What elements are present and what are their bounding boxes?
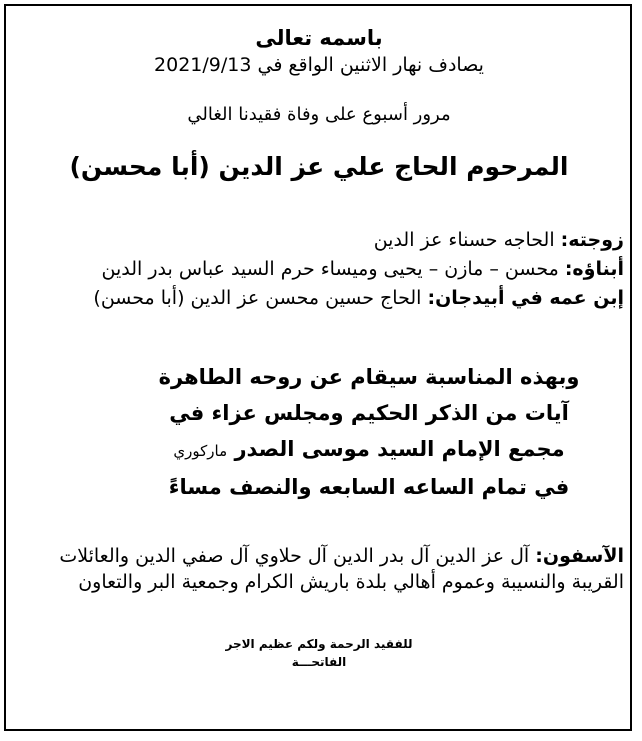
wife-value: الحاجه حسناء عز الدين xyxy=(373,229,555,251)
sons-value: محسن – مازن – يحيى وميساء حرم السيد عباس بدر الدين xyxy=(101,258,559,280)
relatives-section xyxy=(14,226,624,313)
closing-line-2: الفاتحـــة xyxy=(291,655,347,669)
bismi-heading: باسمه تعالى xyxy=(255,26,383,50)
announcement-line-3 xyxy=(114,431,624,469)
sons-label: أبناؤه: xyxy=(564,258,624,280)
mourners-label: الآسفون: xyxy=(535,545,624,567)
closing-line-1: للفقيد الرحمة ولكم عظيم الاجر xyxy=(225,637,413,651)
obituary-notice xyxy=(14,14,624,671)
closing-block xyxy=(14,635,624,671)
venue-name: مجمع الإمام السيد موسى الصدر xyxy=(234,437,565,461)
sons-line xyxy=(14,255,624,284)
mourners-text: آل عز الدين آل بدر الدين آل حلاوي آل صفي الدين والعائلات القريبة والنسيبة وعموم أهالي بلدة باريش الكرام وجمعية البر والتعاون xyxy=(59,545,624,593)
cousin-label: إبن عمه في أبيدجان: xyxy=(427,287,624,309)
announcement-line-4: في تمام الساعه السابعه والنصف مساءً xyxy=(168,475,570,499)
occasion-line: مرور أسبوع على وفاة فقيدنا الغالي xyxy=(187,104,451,125)
announcement-block xyxy=(14,359,624,505)
venue-area: ماركوري xyxy=(173,442,228,460)
announcement-line-2: آيات من الذكر الحكيم ومجلس عزاء في xyxy=(169,401,569,425)
announcement-line-1: وبهذه المناسبة سيقام عن روحه الطاهرة xyxy=(158,365,580,389)
mourners-section xyxy=(14,543,624,595)
deceased-name: المرحوم الحاج علي عز الدين (أبا محسن) xyxy=(69,152,569,181)
cousin-value: الحاج حسين محسن عز الدين (أبا محسن) xyxy=(93,287,422,309)
cousin-line xyxy=(14,284,624,313)
wife-line xyxy=(14,226,624,255)
wife-label: زوجته: xyxy=(560,229,624,251)
date-line: يصادف نهار الاثنين الواقع في 2021/9/13 xyxy=(154,54,484,76)
